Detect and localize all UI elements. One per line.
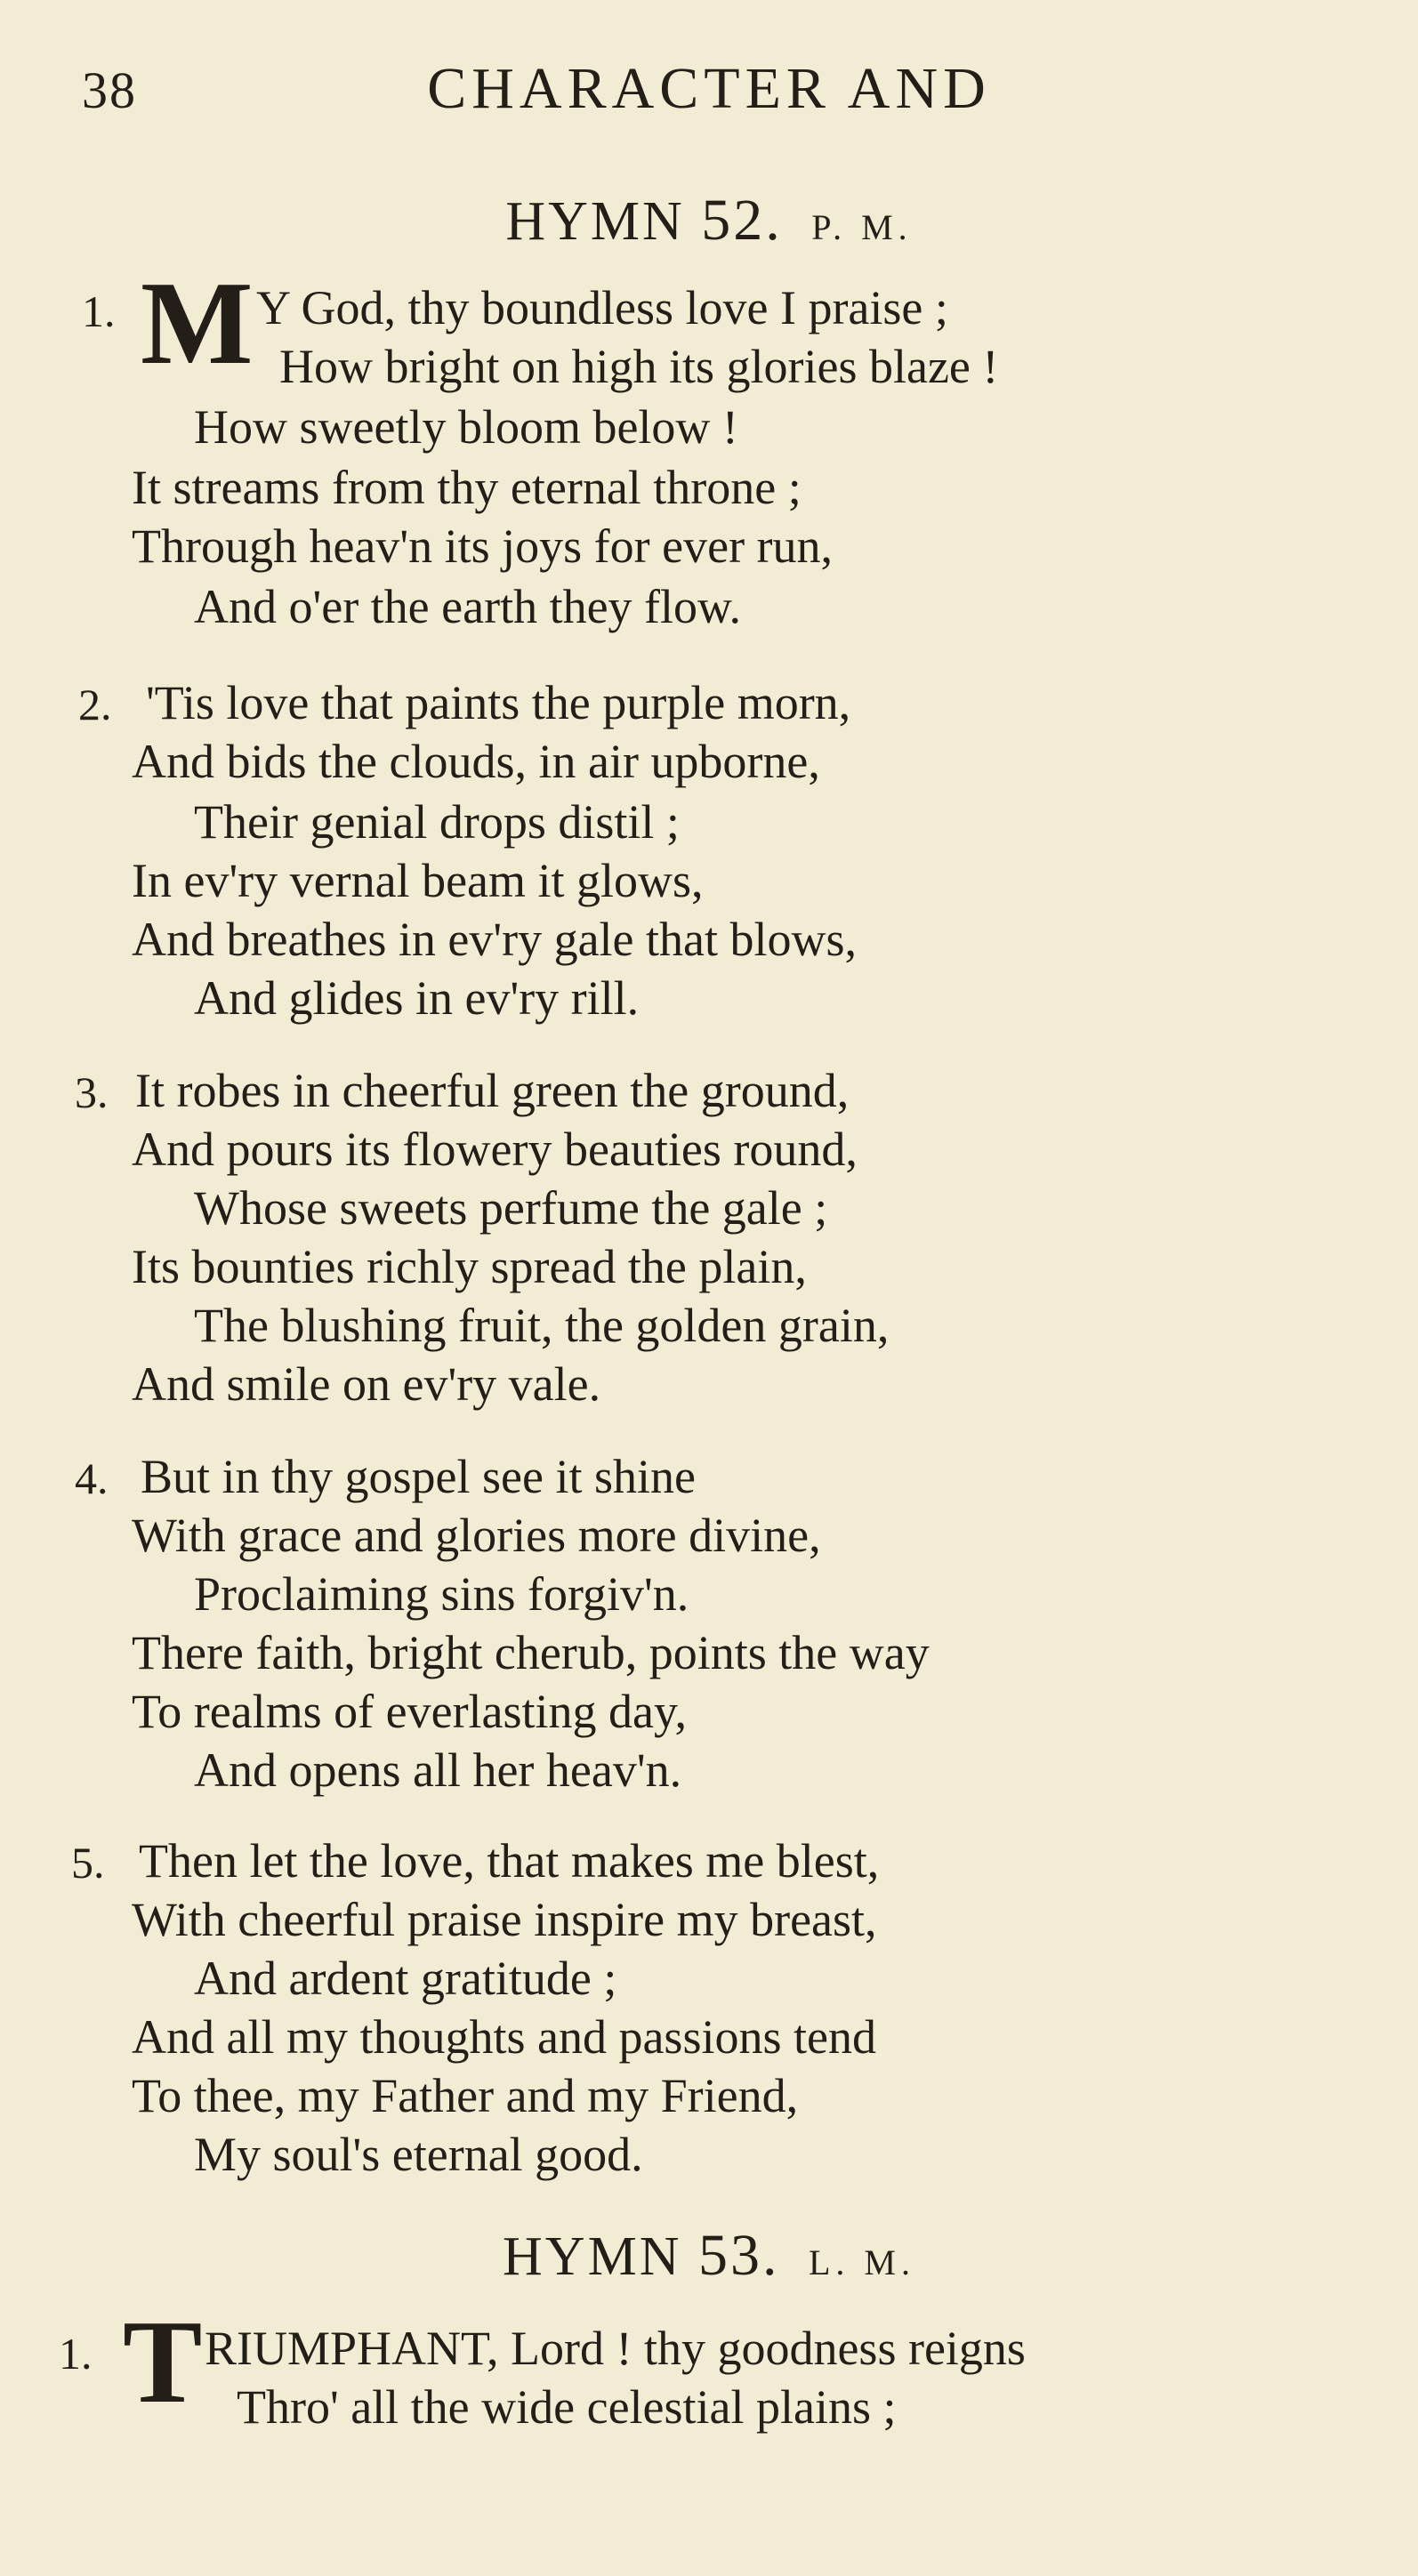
verse-line: To thee, my Father and my Friend, [132,2069,799,2122]
hymn-title [0,187,1418,254]
verse-line: To realms of everlasting day, [132,1685,688,1738]
verse-line: In ev'ry vernal beam it glows, [132,854,704,907]
verse-line: With cheerful praise inspire my breast, [132,1893,877,1946]
drop-cap: T [123,2296,203,2427]
running-head [0,55,1418,126]
verse-line: There faith, bright cherub, points the way [132,1626,930,1679]
verse-line: Their genial drops distil ; [194,795,680,849]
verse-line: And smile on ev'ry vale. [132,1357,601,1411]
verse-line: RIUMPHANT, Lord ! thy goodness reigns [205,2322,1026,2375]
verse-line: And ardent gratitude ; [194,1952,617,2005]
verse-line: And bids the clouds, in air upborne, [132,735,820,788]
verse-line: And breathes in ev'ry gale that blows, [132,913,858,966]
hymn-meter: L. M. [808,2242,915,2282]
verse-line: How bright on high its glories blaze ! [279,340,999,393]
verse-line: Y God, thy boundless love I praise ; [256,281,948,334]
verse-line: And all my thoughts and passions tend [132,2010,876,2064]
stanza-number: 4. [75,1453,109,1503]
verse-line: Through heav'n its joys for ever run, [132,519,834,573]
verse-line: And pours its flowery beauties round, [132,1123,858,1176]
verse-line: The blushing fruit, the golden grain, [194,1299,890,1352]
verse-line: It robes in cheerful green the ground, [135,1064,850,1117]
hymn-meter: P. M. [811,207,913,247]
stanza-number: 3. [75,1067,109,1117]
stanza-number: 5. [71,1838,105,1888]
verse-line: Then let the love, that makes me blest, [139,1834,880,1888]
hymn-number: 52. [701,188,783,253]
hymn-number: 53. [697,2223,780,2288]
page-number: 38 [82,61,137,119]
drop-cap: M [141,257,254,389]
hymn-title-word: HYMN [505,191,685,252]
verse-line: Whose sweets perfume the gale ; [194,1181,828,1235]
verse-line: How sweetly bloom below ! [194,400,738,454]
verse-line: My soul's eternal good. [194,2128,643,2181]
verse-line: 'Tis love that paints the purple morn, [146,676,851,729]
verse-line: With grace and glories more divine, [132,1509,821,1562]
hymn-title-word: HYMN [503,2226,682,2287]
verse-line: It streams from thy eternal throne ; [132,461,802,514]
hymn-title [0,2222,1418,2290]
verse-line: Its bounties richly spread the plain, [132,1240,807,1293]
verse-line: And opens all her heav'n. [194,1743,682,1797]
verse-line: And o'er the earth they flow. [194,580,742,633]
verse-line: Thro' all the wide celestial plains ; [237,2380,897,2434]
stanza-number: 1. [82,286,116,336]
stanza-number: 1. [59,2329,93,2379]
running-title: CHARACTER AND [427,56,991,121]
verse-line: Proclaiming sins forgiv'n. [194,1567,689,1621]
verse-line: And glides in ev'ry rill. [194,971,640,1025]
verse-line: But in thy gospel see it shine [141,1450,696,1503]
stanza-number: 2. [78,680,112,729]
